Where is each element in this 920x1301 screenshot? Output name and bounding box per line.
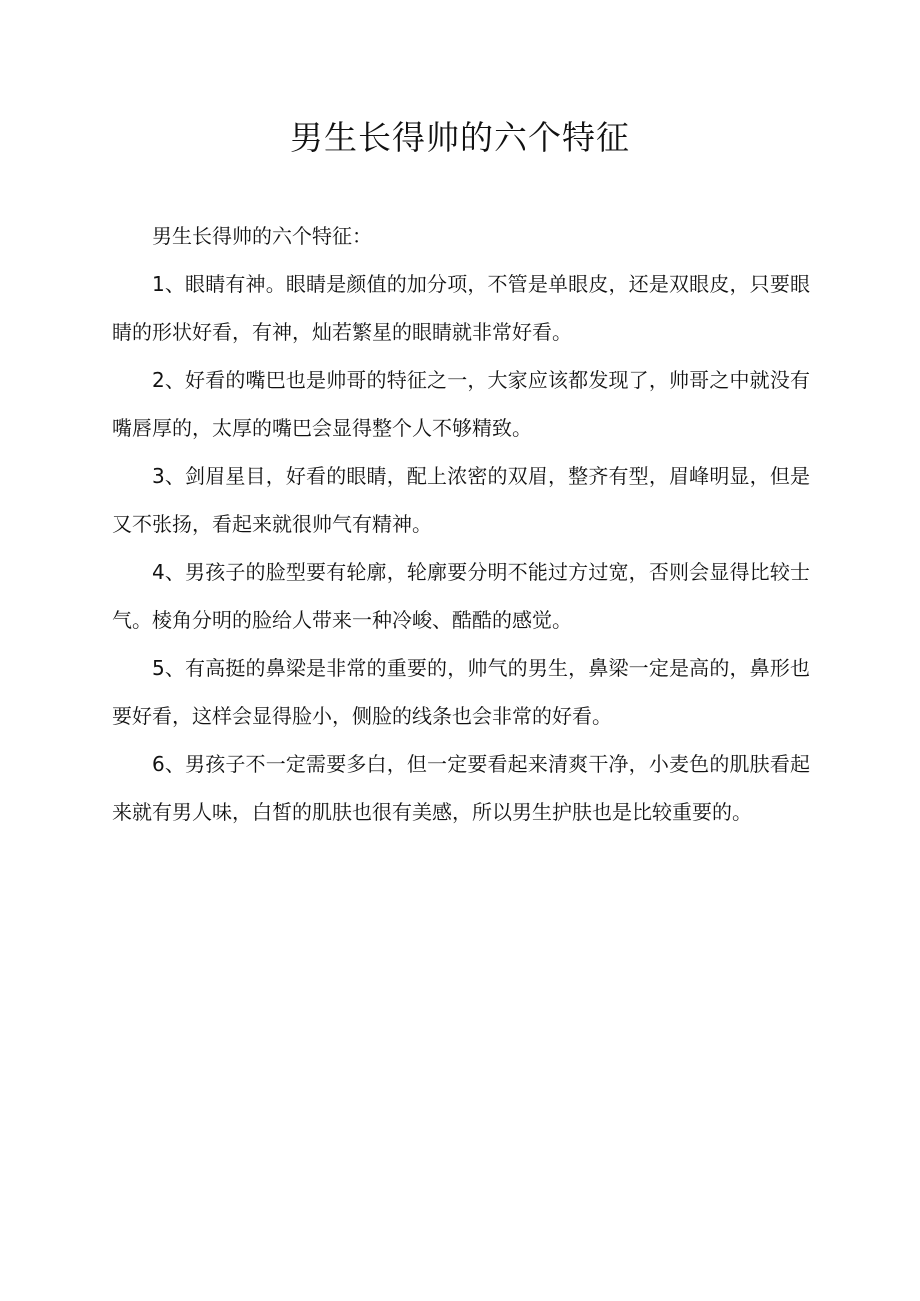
feature-paragraph-2: 2、好看的嘴巴也是帅哥的特征之一，大家应该都发现了，帅哥之中就没有嘴唇厚的，太厚的嘴巴会显得整个人不够精致。: [112, 368, 810, 440]
intro-paragraph: 男生长得帅的六个特征：: [152, 224, 372, 248]
feature-paragraph-1: 1、眼睛有神。眼睛是颜值的加分项，不管是单眼皮，还是双眼皮，只要眼睛的形状好看，有神，灿若繁星的眼睛就非常好看。: [112, 272, 810, 344]
feature-paragraph-6: 6、男孩子不一定需要多白，但一定要看起来清爽干净，小麦色的肌肤看起来就有男人味，白皙的肌肤也很有美感，所以男生护肤也是比较重要的。: [112, 752, 810, 824]
document-title: 男生长得帅的六个特征: [290, 118, 630, 157]
feature-paragraph-4: 4、男孩子的脸型要有轮廓，轮廓要分明不能过方过宽，否则会显得比较士气。棱角分明的脸给人带来一种冷峻、酷酷的感觉。: [112, 560, 810, 632]
feature-paragraph-3: 3、剑眉星目，好看的眼睛，配上浓密的双眉，整齐有型，眉峰明显，但是又不张扬，看起来就很帅气有精神。: [112, 464, 810, 536]
feature-paragraph-5: 5、有高挺的鼻梁是非常的重要的，帅气的男生，鼻梁一定是高的，鼻形也要好看，这样会显得脸小，侧脸的线条也会非常的好看。: [112, 656, 810, 728]
document-body: [112, 212, 810, 836]
